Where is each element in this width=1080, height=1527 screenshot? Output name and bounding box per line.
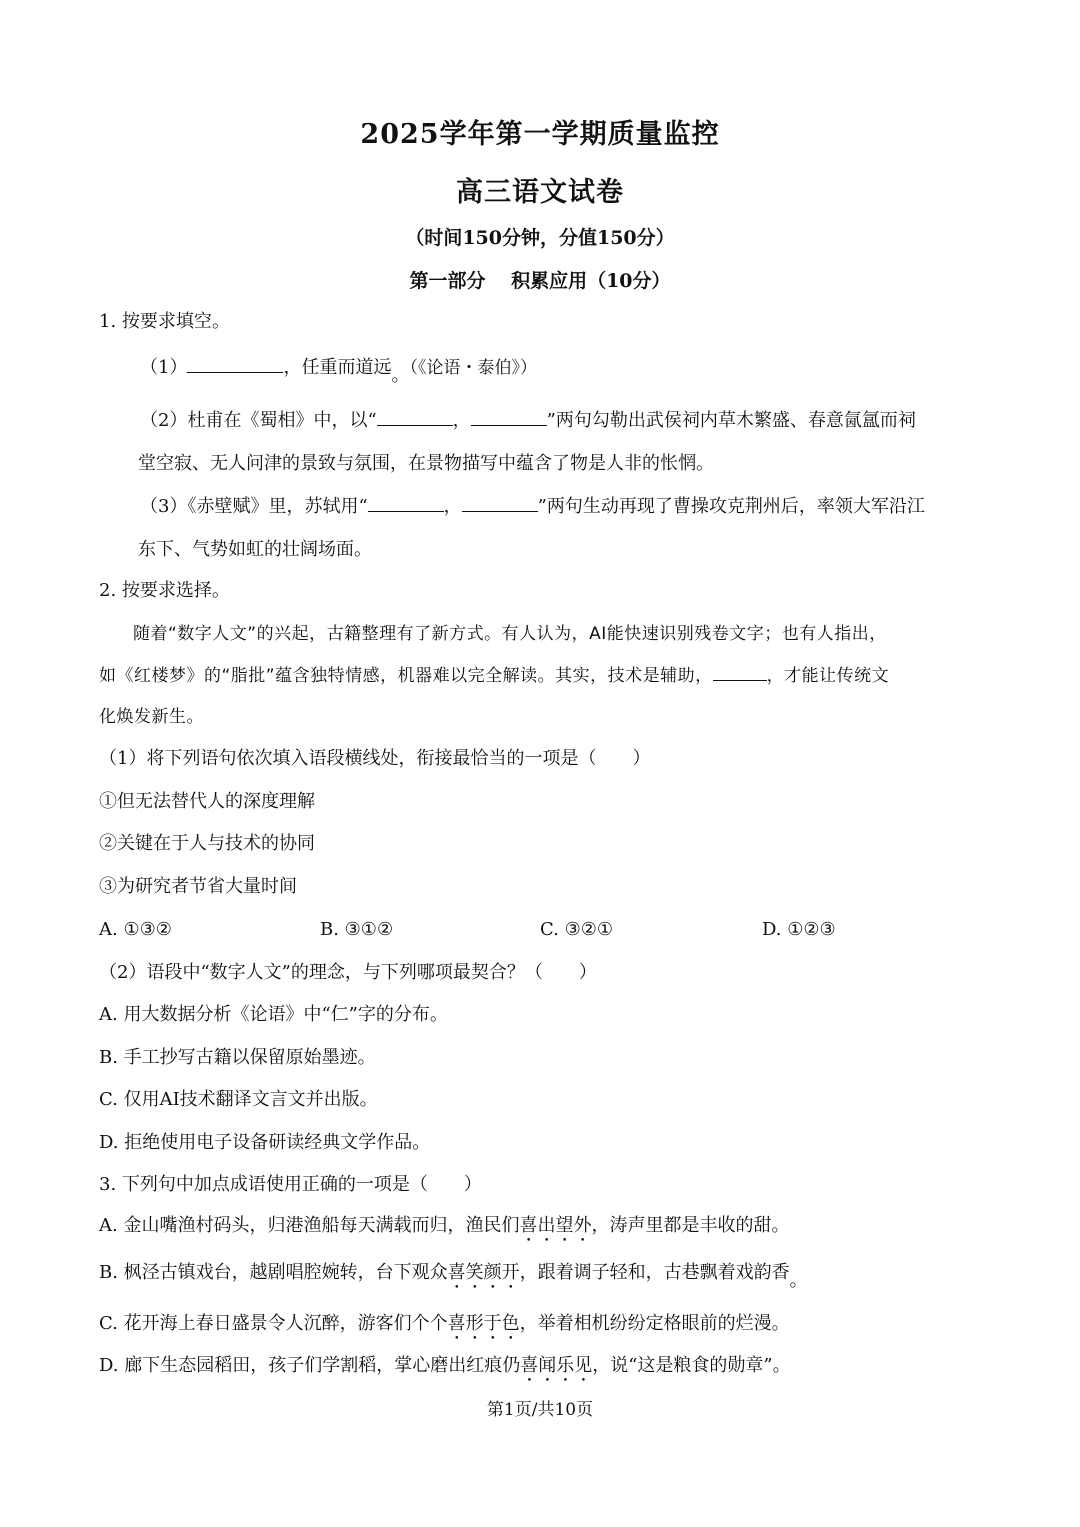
q2-choice-c[interactable]: C. ③②① [540, 919, 613, 940]
q3-choice-c[interactable] [99, 1311, 790, 1344]
q1-sub2-line2: 堂空寂、无人问津的景致与氛围，在景物描写中蕴含了物是人非的怅惘。 [138, 453, 714, 474]
q2-sub2-choice-d[interactable]: D. 拒绝使用电子设备研读经典文学作品。 [99, 1132, 431, 1153]
q2-sub1: （1）将下列语句依次填入语段横线处，衔接最恰当的一项是（ ） [99, 748, 651, 769]
q2-sub2-choice-b[interactable]: B. 手工抄写古籍以保留原始墨迹。 [99, 1047, 376, 1068]
q1-sub1-text: ，任重而道远 [283, 357, 392, 378]
q2-option-3: ③为研究者节省大量时间 [99, 876, 297, 897]
q2-choice-d[interactable]: D. ①②③ [762, 919, 836, 940]
q1-sub2-text-a: （2）杜甫在《蜀相》中，以“ [140, 410, 377, 431]
q3-choice-b[interactable] [99, 1260, 808, 1293]
q1-sub2-line1 [140, 407, 916, 434]
q1-sub3-line2: 东下、气势如虹的壮阔场面。 [138, 539, 372, 560]
q2-passage-line1: 随着“数字人文”的兴起，古籍整理有了新方式。有人认为，AI能快速识别残卷文字；也有人指出， [133, 624, 887, 644]
q3-stem: 3. 下列句中加点成语使用正确的一项是（ ） [99, 1174, 482, 1195]
q3-choice-b-post: ，跟着调子轻和，古巷飘着戏韵香 [519, 1262, 790, 1283]
q1-sub3-text-b: ”两句生动再现了曹操攻克荆州后，率领大军沿江 [537, 496, 925, 517]
exam-title: 2025学年第一学期质量监控 [360, 119, 720, 150]
section-heading: 第一部分 积累应用（10分） [409, 270, 671, 292]
q1-sub1-period: 。 [391, 365, 410, 386]
q3-choice-b-period: 。 [789, 1270, 808, 1291]
q3-choice-a-pre: A. 金山嘴渔村码头，归港渔船每天满载而归，渔民们 [99, 1215, 520, 1236]
q1-sub3-text-a: （3）《赤壁赋》里，苏轼用“ [140, 496, 368, 517]
q2-passage-text-a: 如《红楼梦》的“脂批”蕴含独特情感，机器难以完全解读。其实，技术是辅助， [99, 666, 713, 686]
q3-idiom-d: 喜闻乐见 [520, 1355, 593, 1376]
q1-sub1 [140, 354, 537, 386]
q1-sub2-comma: ， [452, 410, 471, 431]
q3-choice-b-pre: B. 枫泾古镇戏台，越剧唱腔婉转，台下观众 [99, 1262, 448, 1283]
q3-choice-a[interactable] [99, 1213, 789, 1246]
q2-option-2: ②关键在于人与技术的协同 [99, 833, 315, 854]
q2-passage-text-b: ，才能让传统文 [766, 666, 890, 686]
q3-idiom-c: 喜形于色 [447, 1313, 520, 1334]
q1-sub2-text-b: ”两句勾勒出武侯祠内草木繁盛、春意氤氲而祠 [546, 410, 916, 431]
q3-choice-d-post: ，说“这是粮食的勋章”。 [592, 1355, 791, 1376]
q3-choice-c-post: ，举着相机纷纷定格眼前的烂漫。 [519, 1313, 790, 1334]
q1-stem: 1. 按要求填空。 [99, 311, 230, 332]
answer-blank[interactable] [713, 662, 767, 681]
q3-idiom-a: 喜出望外 [519, 1215, 592, 1236]
time-info: （时间150分钟，分值150分） [405, 227, 675, 249]
q1-sub3-comma: ， [443, 496, 462, 517]
q2-passage-line2 [99, 662, 889, 689]
page-number: 第1页/共10页 [486, 1400, 594, 1420]
q3-choice-a-post: ，涛声里都是丰收的甜。 [591, 1215, 790, 1236]
answer-blank[interactable] [471, 407, 547, 426]
q1-sub1-label: （1） [140, 357, 188, 378]
q2-sub2: （2）语段中“数字人文”的理念，与下列哪项最契合？（ ） [99, 962, 597, 983]
q3-choice-d-pre: D. 廊下生态园稻田，孩子们学割稻，掌心磨出红痕仍 [99, 1355, 521, 1376]
answer-blank[interactable] [187, 354, 283, 373]
q2-stem: 2. 按要求选择。 [99, 580, 230, 601]
q3-idiom-b: 喜笑颜开 [447, 1262, 520, 1283]
answer-blank[interactable] [462, 493, 538, 512]
q3-choice-c-pre: C. 花开海上春日盛景令人沉醉，游客们个个 [99, 1313, 448, 1334]
answer-blank[interactable] [368, 493, 444, 512]
answer-blank[interactable] [377, 407, 453, 426]
q1-sub3-line1 [140, 493, 925, 520]
q2-option-1: ①但无法替代人的深度理解 [99, 791, 315, 812]
q2-choice-a[interactable]: A. ①③② [99, 919, 172, 940]
q3-choice-d[interactable] [99, 1353, 791, 1386]
q1-sub1-source: （《论语・泰伯》） [409, 358, 537, 378]
q2-passage-line3: 化焕发新生。 [99, 707, 204, 727]
q2-sub2-choice-c[interactable]: C. 仅用AI技术翻译文言文并出版。 [99, 1089, 378, 1110]
q2-choice-b[interactable]: B. ③①② [320, 919, 394, 940]
q2-sub2-choice-a[interactable]: A. 用大数据分析《论语》中“仁”字的分布。 [99, 1004, 448, 1025]
exam-subtitle: 高三语文试卷 [456, 177, 624, 208]
